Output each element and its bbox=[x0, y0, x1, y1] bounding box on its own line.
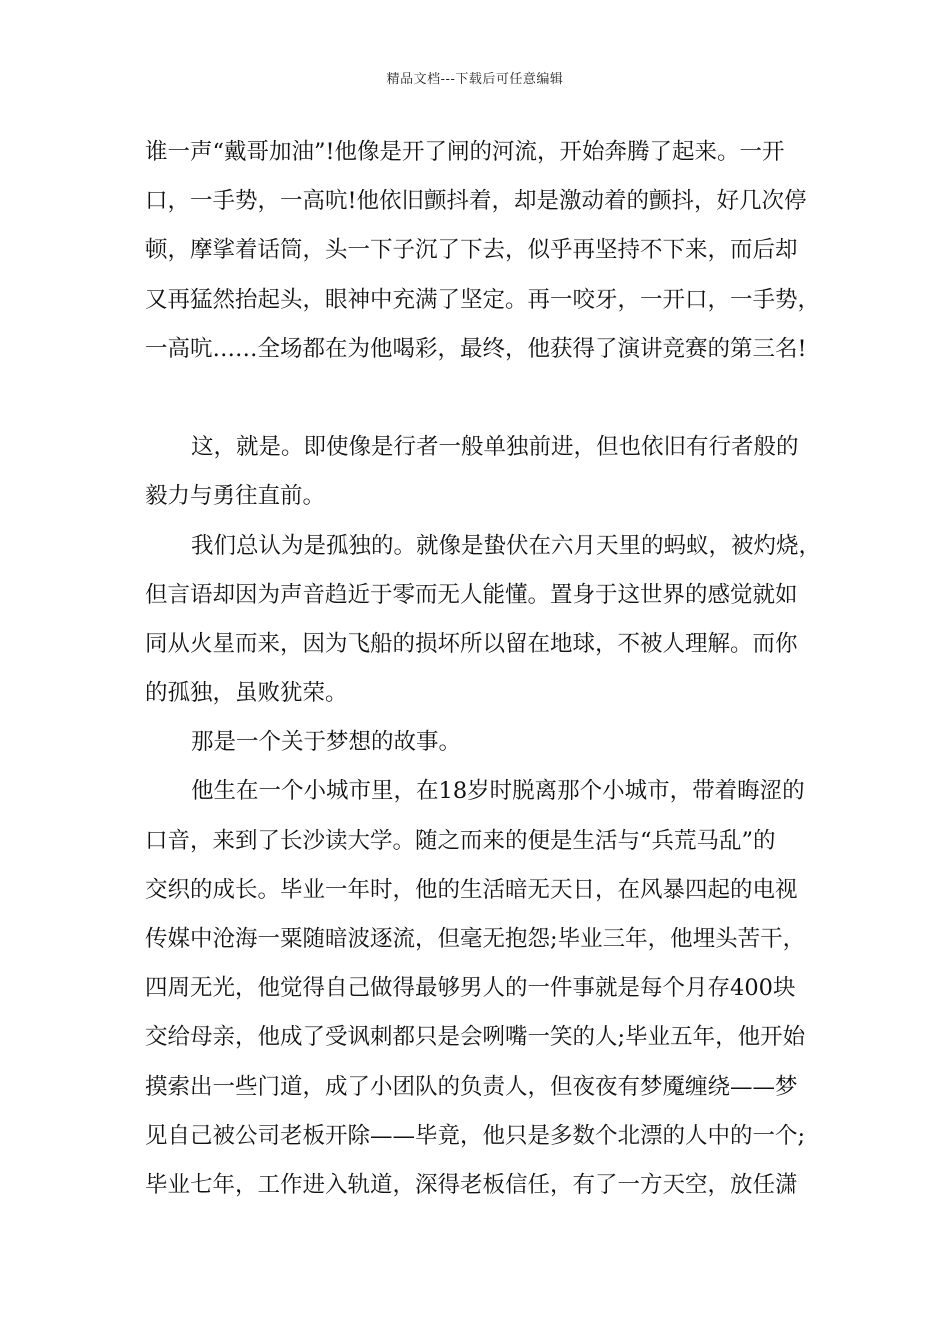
document-body bbox=[145, 128, 822, 1210]
paragraph-1-line-2: 口，一手势，一高吭!他依旧颤抖着，却是激动着的颤抖，好几次停 bbox=[145, 188, 807, 215]
paragraph-gap bbox=[145, 374, 815, 423]
paragraph-2-line-2: 毅力与勇往直前。 bbox=[145, 483, 326, 510]
paragraph-1-line-1: 谁一声“戴哥加油”!他像是开了闸的河流，开始奔腾了起来。一开 bbox=[145, 139, 785, 165]
page-header: 精品文档---下载后可任意编辑 bbox=[386, 72, 564, 87]
paragraph-5-line-7: 摸索出一些门道，成了小团队的负责人，但夜夜有梦魇缠绕——梦 bbox=[145, 1073, 798, 1100]
paragraph-5-line-8: 见自己被公司老板开除——毕竟，他只是多数个北漂的人中的一个; bbox=[145, 1122, 806, 1149]
paragraph-1-line-4: 又再猛然抬起头，眼神中充满了坚定。再一咬牙，一开口，一手势， bbox=[145, 286, 821, 313]
paragraph-5-line-3: 交织的成长。毕业一年时，他的生活暗无天日，在风暴四起的电视 bbox=[145, 876, 798, 903]
paragraph-5-line-2: 口音，来到了长沙读大学。随之而来的便是生活与“兵荒马乱”的 bbox=[145, 827, 776, 854]
paragraph-3-line-4: 的孤独，虽败犹荣。 bbox=[145, 680, 348, 707]
paragraph-4-line-1: 那是一个关于梦想的故事。 bbox=[191, 729, 462, 756]
paragraph-5-line-9: 毕业七年，工作进入轨道，深得老板信任，有了一方天空，放任潇 bbox=[145, 1171, 798, 1198]
paragraph-3-line-3: 同从火星而来，因为飞船的损坏所以留在地球，不被人理解。而你 bbox=[145, 630, 798, 657]
paragraph-5-line-1: 他生在一个小城市里，在18岁时脱离那个小城市，带着晦涩的 bbox=[191, 778, 805, 805]
paragraph-1-line-3: 顿，摩挲着话筒，头一下子沉了下去，似乎再坚持不下来，而后却 bbox=[145, 237, 798, 264]
paragraph-3-line-1: 我们总认为是孤独的。就像是蛰伏在六月天里的蚂蚁，被灼烧， bbox=[191, 532, 822, 559]
paragraph-3-line-2: 但言语却因为声音趋近于零而无人能懂。置身于这世界的感觉就如 bbox=[145, 581, 798, 608]
paragraph-1-line-5: 一高吭……全场都在为他喝彩，最终，他获得了演讲竞赛的第三名! bbox=[145, 335, 807, 362]
paragraph-5-line-6: 交给母亲，他成了受讽刺都只是会咧嘴一笑的人;毕业五年，他开始 bbox=[145, 1024, 806, 1051]
paragraph-5-line-4: 传媒中沧海一粟随暗波逐流，但毫无抱怨;毕业三年，他埋头苦干， bbox=[145, 926, 806, 952]
paragraph-5-line-5: 四周无光，他觉得自己做得最够男人的一件事就是每个月存400块 bbox=[145, 975, 796, 1002]
paragraph-2-line-1: 这，就是。即使像是行者一般单独前进，但也依旧有行者般的 bbox=[191, 434, 799, 461]
